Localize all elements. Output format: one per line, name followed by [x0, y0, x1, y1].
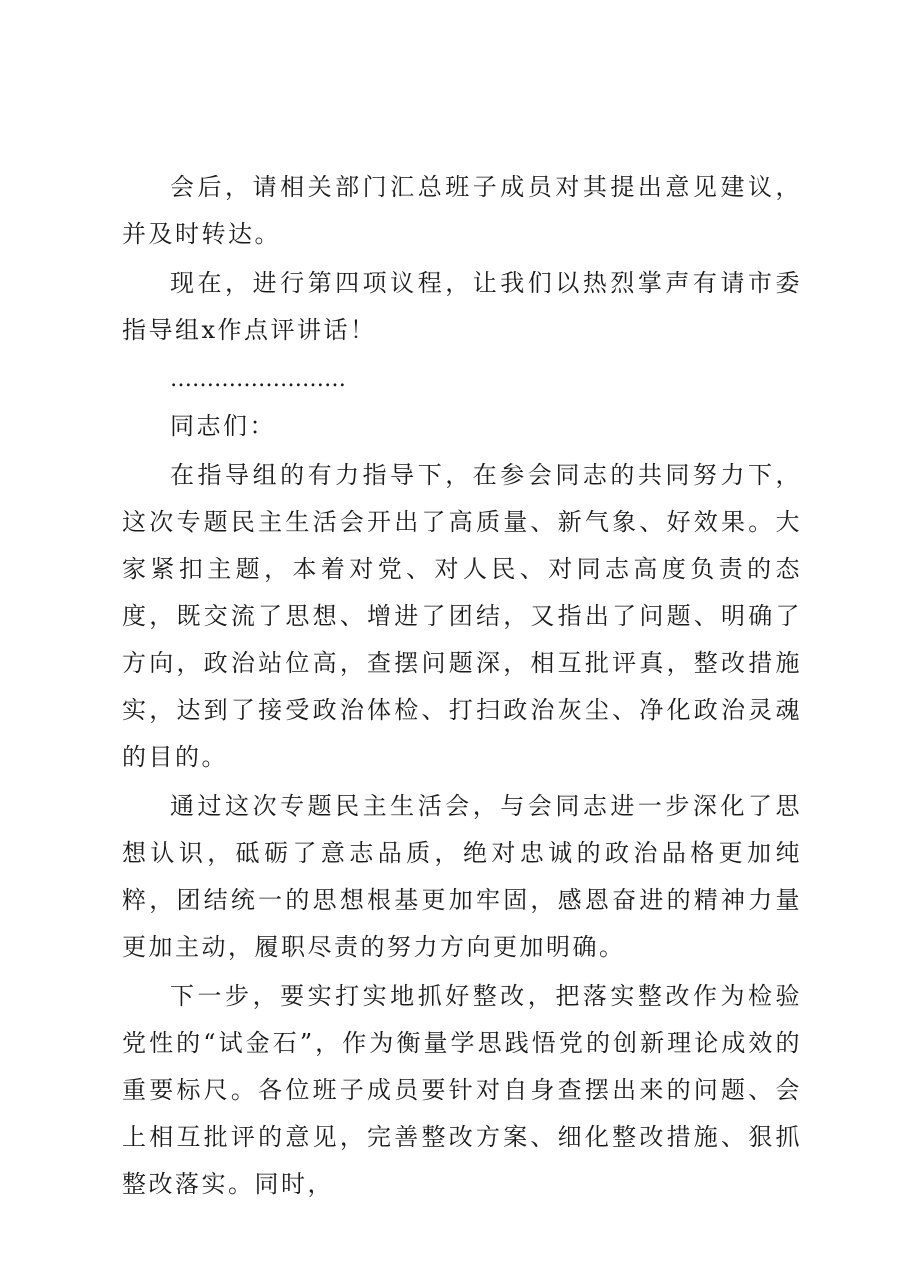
- paragraph-meeting-results: 通过这次专题民主生活会，与会同志进一步深化了思想认识，砥砺了意志品质，绝对忠诚的政治品格更加纯粹，团结统一的思想根基更加牢固，感恩奋进的精神力量更加主动，履职尽责的努力方向更加明确。: [122, 792, 802, 961]
- paragraph-next-steps: 下一步，要实打实地抓好整改，把落实整改作为检验党性的“试金石”，作为衡量学思践悟党的创新理论成效的重要标尺。各位班子成员要针对自身查摆出来的问题、会上相互批评的意见，完善整改方案、细化整改措施、狠抓整改落实。同时，: [122, 982, 802, 1198]
- paragraph-meeting-followup: 会后，请相关部门汇总班子成员对其提出意见建议，并及时转达。: [122, 173, 802, 248]
- paragraph-fourth-agenda: 现在，进行第四项议程，让我们以热烈掌声有请市委指导组x作点评讲话！: [122, 269, 802, 344]
- paragraph-salutation: 同志们：: [170, 412, 276, 440]
- document-body: [122, 164, 802, 1210]
- ellipsis-separator: ……………………: [170, 367, 346, 392]
- paragraph-meeting-quality: 在指导组的有力指导下，在参会同志的共同努力下，这次专题民主生活会开出了高质量、新气象、好效果。大家紧扣主题，本着对党、对人民、对同志高度负责的态度，既交流了思想、增进了团结，又指出了问题、明确了方向，政治站位高，查摆问题深，相互批评真，整改措施实，达到了接受政治体检、打扫政治灰尘、净化政治灵魂的目的。: [122, 461, 802, 771]
